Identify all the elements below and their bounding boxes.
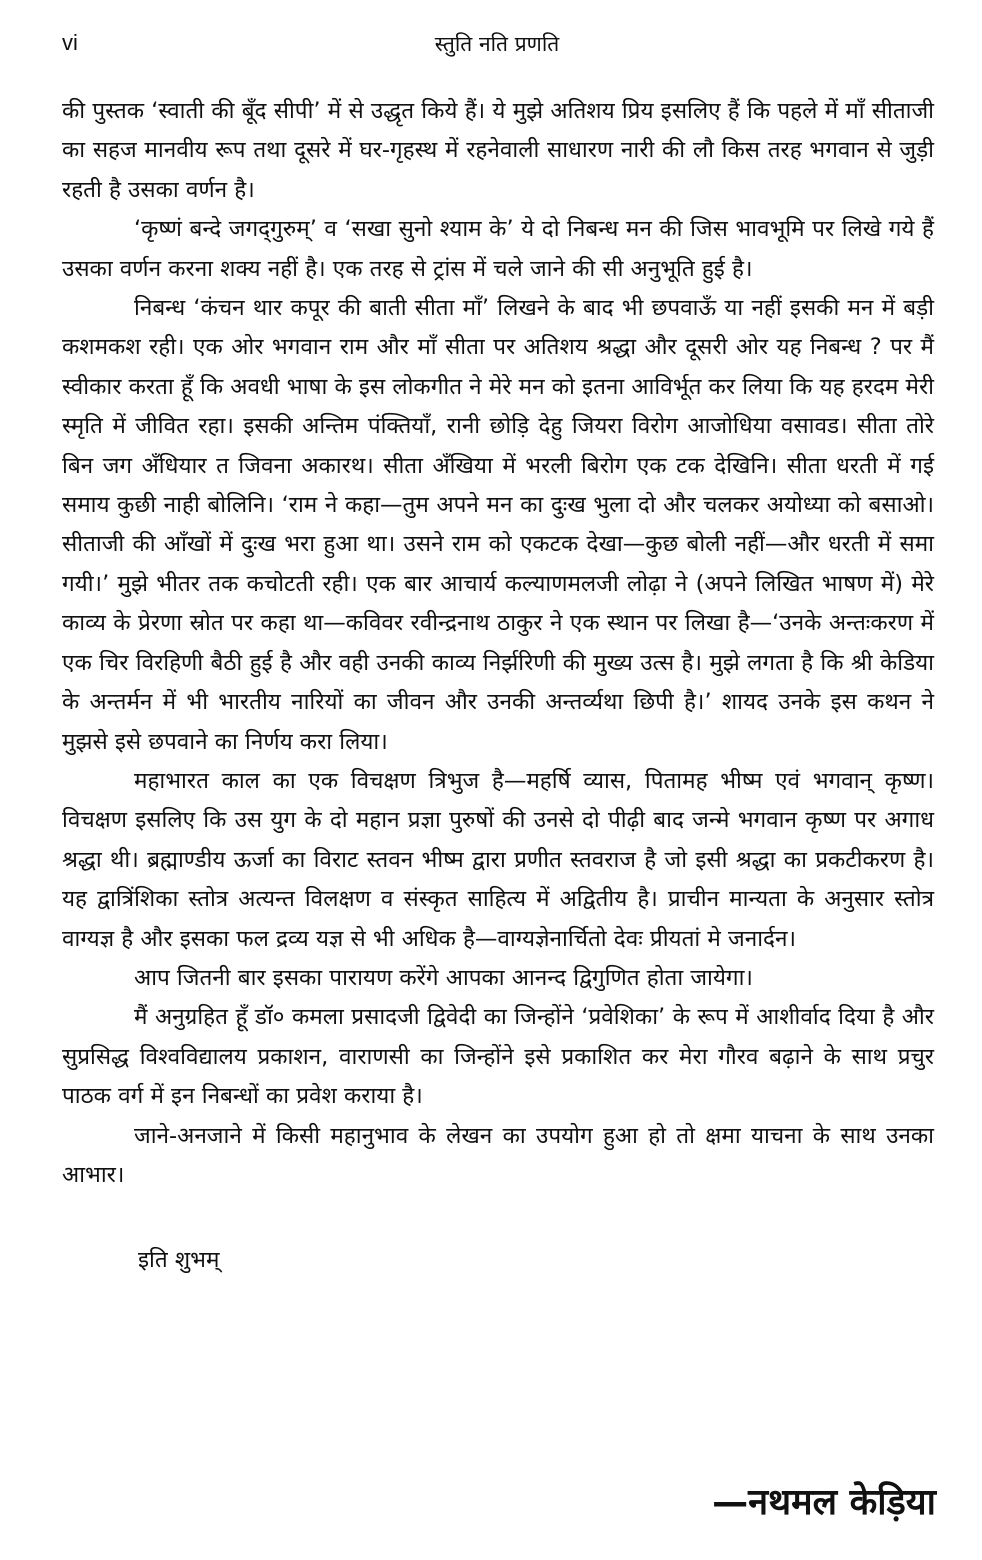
paragraph: आप जितनी बार इसका पारायण करेंगे आपका आनन्द द्विगुणित होता जायेगा। xyxy=(134,964,753,991)
paragraph-continuation: की पुस्तक ‘स्वाती की बूँद सीपी’ में से उद्धृत किये हैं। ये मुझे अतिशय प्रिय इसलिए हैं कि पहले में माँ सीताजी का सहज मानवीय रूप तथा दूसरे में घर-गृहस्थ में रहनेवाली साधारण नारी की लौ किस तरह भगवान से जुड़ी रहती है उसका वर्णन है। xyxy=(62,98,934,203)
paragraph: ‘कृष्णं बन्दे जगद्‌गुरुम्’ व ‘सखा सुनो श्याम के’ ये दो निबन्ध मन की जिस भावभूमि पर लिखे गये हैं उसका वर्णन करना शक्य नहीं है। एक तरह से ट्रांस में चले जाने की सी अनुभूति हुई है। xyxy=(62,216,934,282)
paragraph: जाने-अनजाने में किसी महानुभाव के लेखन का उपयोग हुआ हो तो क्षमा याचना के साथ उनका आभार। xyxy=(62,1122,934,1188)
running-head xyxy=(62,30,932,70)
paragraph: महाभारत काल का एक विचक्षण त्रिभुज है—महर्षि व्यास, पितामह भीष्म एवं भगवान् कृष्ण। विचक्षण इसलिए कि उस युग के दो महान प्रज्ञा पुरुषों की उनसे दो पीढ़ी बाद जन्मे भगवान कृष्ण पर अगाध श्रद्धा थी। ब्रह्माण्डीय ऊर्जा का विराट स्तवन भीष्म द्वारा प्रणीत स्तवराज है जो इसी श्रद्धा का प्रकटीकरण है। यह द्वात्रिंशिका स्तोत्र अत्यन्त विलक्षण व संस्कृत साहित्य में अद्वितीय है। प्राचीन मान्यता के अनुसार स्तोत्र वाग्यज्ञ है और इसका फल द्रव्य यज्ञ से भी अधिक है—वाग्यज्ञेनार्चितो देवः प्रीयतां मे जनार्दन। xyxy=(62,767,934,952)
page-number: vi xyxy=(62,30,78,55)
author-signature: —नथमल केड़िया xyxy=(712,1482,936,1523)
paragraph: मैं अनुग्रहित हूँ डॉ० कमला प्रसादजी द्विवेदी का जिन्होंने ‘प्रवेशिका’ के रूप में आशीर्वाद दिया है और सुप्रसिद्ध विश्वविद्यालय प्रकाशन, वाराणसी का जिन्होंने इसे प्रकाशित कर मेरा गौरव बढ़ाने के साथ प्रचुर पाठक वर्ग में इन निबन्धों का प्रवेश कराया है। xyxy=(62,1004,934,1110)
closing-line: इति शुभम् xyxy=(138,1247,220,1274)
running-title: स्तुति नति प्रणति xyxy=(434,32,560,56)
body-text xyxy=(62,92,934,1280)
paragraph: निबन्ध ‘कंचन थार कपूर की बाती सीता माँ’ लिखने के बाद भी छपवाऊँ या नहीं इसकी मन में बड़ी कशमकश रही। एक ओर भगवान राम और माँ सीता पर अतिशय श्रद्धा और दूसरी ओर यह निबन्ध ? पर मैं स्वीकार करता हूँ कि अवधी भाषा के इस लोकगीत ने मेरे मन को इतना आविर्भूत कर लिया कि यह हरदम मेरी स्मृति में जीवित रहा। इसकी अन्तिम पंक्तियाँ, रानी छोड़ि देहु जियरा विरोग आजोधिया वसावड। सीता तोरे बिन जग अँधियार त जिवना अकारथ। सीता अँखिया में भरली बिरोग एक टक देखिनि। सीता धरती में गई समाय कुछी नाही बोलिनि। ‘राम ने कहा—तुम अपने मन का दुःख भुला दो और चलकर अयोध्या को बसाओ। सीताजी की आँखों में दुःख भरा हुआ था। उसने राम को एकटक देखा—कुछ बोली नहीं—और धरती में समा गयी।’ मुझे भीतर तक कचोटती रही। एक बार आचार्य कल्याणमलजी लोढ़ा ने (अपने लिखित भाषण में) मेरे काव्य के प्रेरणा स्रोत पर कहा था—कविवर रवीन्द्रनाथ ठाकुर ने एक स्थान पर लिखा है—‘उनके अन्तःकरण में एक चिर विरहिणी बैठी हुई है और वही उनकी काव्य निर्झरिणी की मुख्य उत्स है। मुझे लगता है कि श्री केडिया के अन्तर्मन में भी भारतीय नारियों का जीवन और उनकी अन्तर्व्यथा छिपी है।’ शायद उनके इस कथन ने मुझसे इसे छपवाने का निर्णय करा लिया। xyxy=(62,295,934,755)
